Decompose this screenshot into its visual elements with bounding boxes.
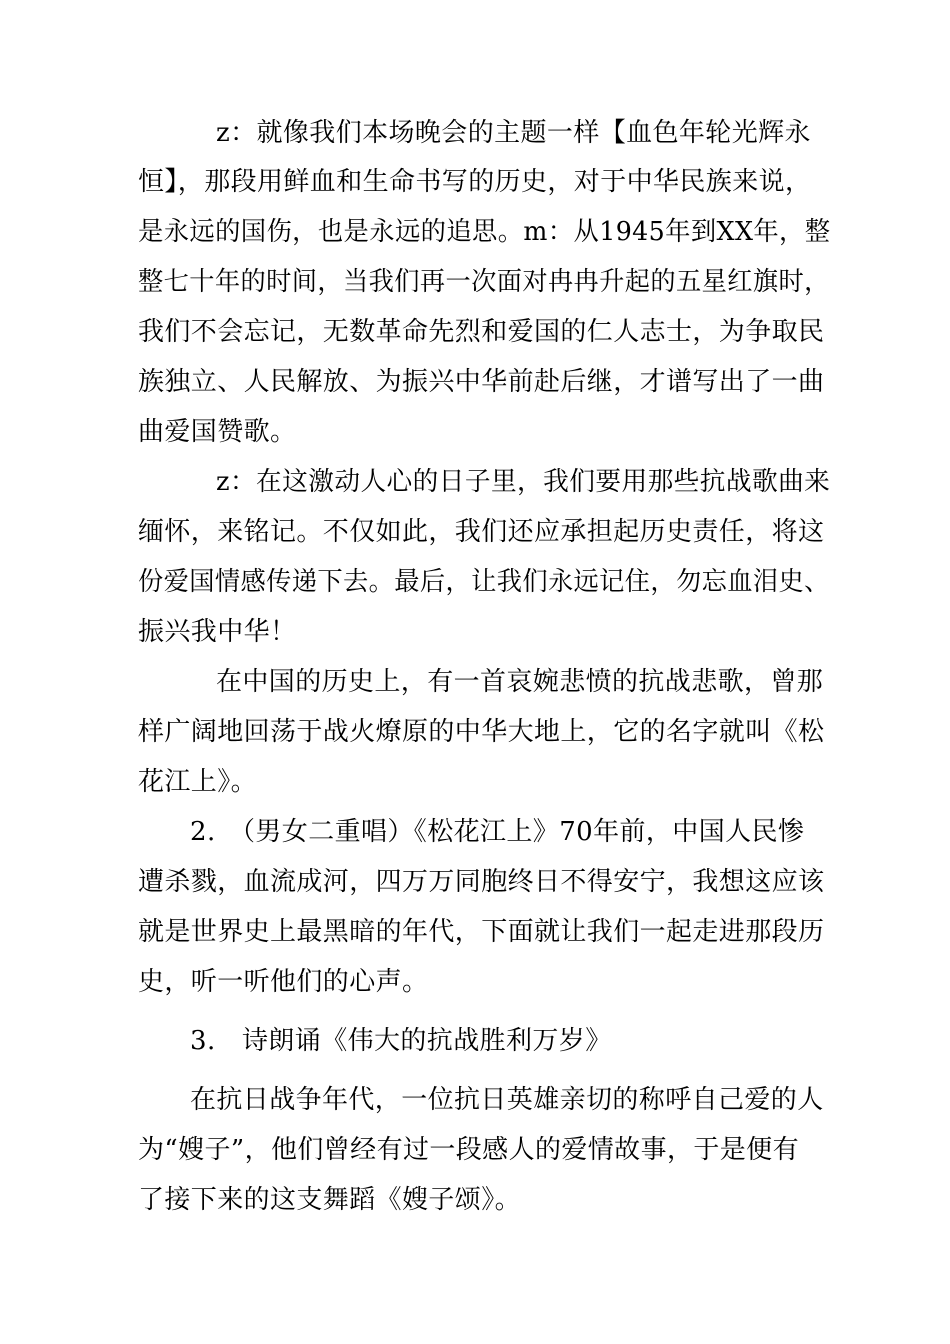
text-line: 是永远的国伤，也是永远的追思。m：从1945年到XX年，整 bbox=[138, 217, 831, 247]
text-line: 份爱国情感传递下去。最后，让我们永远记住，勿忘血泪史、 bbox=[138, 567, 830, 597]
text-line: 我们不会忘记，无数革命先烈和爱国的仁人志士，为争取民 bbox=[138, 317, 825, 347]
text-line: 振兴我中华！ bbox=[138, 617, 297, 647]
list-item-3: 3. 诗朗诵《伟大的抗战胜利万岁》 bbox=[190, 1026, 612, 1056]
text-line: 花江上》。 bbox=[138, 767, 258, 797]
text-line: 在抗日战争年代，一位抗日英雄亲切的称呼自己爱的人 bbox=[190, 1085, 824, 1115]
list-item-2: 2. （男女二重唱）《松花江上》70年前，中国人民惨 bbox=[190, 817, 805, 847]
text-line: 在中国的历史上，有一首哀婉悲愤的抗战悲歌，曾那 bbox=[216, 667, 824, 697]
text-line: 族独立、人民解放、为振兴中华前赴后继，才谱写出了一曲 bbox=[138, 367, 825, 397]
text-line: 了接下来的这支舞蹈《嫂子颂》。 bbox=[138, 1185, 522, 1215]
text-line: 曲爱国赞歌。 bbox=[138, 417, 297, 447]
text-line: z：在这激动人心的日子里，我们要用那些抗战歌曲来 bbox=[216, 467, 831, 497]
text-line: 为“嫂子”，他们曾经有过一段感人的爱情故事，于是便有 bbox=[138, 1135, 799, 1165]
text-line: 遭杀戮，血流成河，四万万同胞终日不得安宁，我想这应该 bbox=[138, 867, 825, 897]
text-line: 恒】，那段用鲜血和生命书写的历史，对于中华民族来说， bbox=[138, 167, 812, 197]
text-line: z：就像我们本场晚会的主题一样【血色年轮光辉永 bbox=[216, 118, 811, 148]
text-line: 整七十年的时间，当我们再一次面对冉冉升起的五星红旗时， bbox=[138, 267, 830, 297]
text-line: 缅怀，来铭记。不仅如此，我们还应承担起历史责任，将这 bbox=[138, 517, 825, 547]
text-line: 史，听一听他们的心声。 bbox=[138, 967, 429, 997]
text-line: 样广阔地回荡于战火燎原的中华大地上，它的名字就叫《松 bbox=[138, 717, 825, 747]
text-line: 就是世界史上最黑暗的年代，下面就让我们一起走进那段历 bbox=[138, 917, 825, 947]
